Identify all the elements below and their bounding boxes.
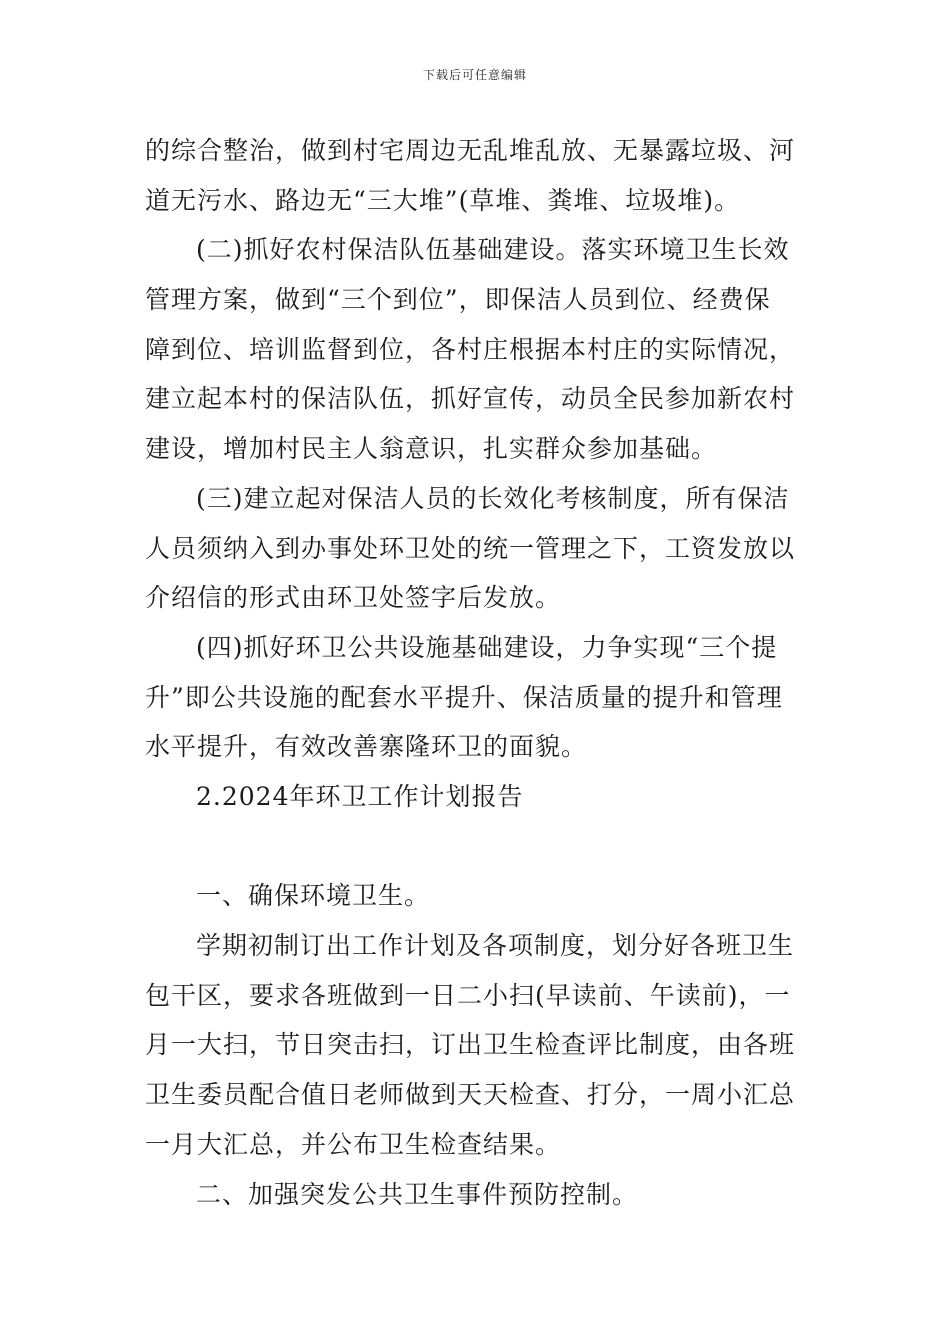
text-line: 管理方案，做到“三个到位”，即保洁人员到位、经费保	[145, 285, 771, 314]
text-line: 建立起本村的保洁队伍，抓好宣传，动员全民参加新农村	[145, 384, 796, 413]
text-line: 一月大汇总，并公布卫生检查结果。	[145, 1130, 562, 1159]
text-line: 障到位、培训监督到位，各村庄根据本村庄的实际情况，	[145, 335, 796, 364]
text-line: (二)抓好农村保洁队伍基础建设。落实环境卫生长效	[196, 235, 790, 264]
section-heading: 2.2024年环卫工作计划报告	[196, 782, 524, 811]
text-line: 学期初制订出工作计划及各项制度，划分好各班卫生	[196, 931, 795, 960]
text-line: 人员须纳入到办事处环卫处的统一管理之下，工资发放以	[145, 534, 796, 563]
text-line: 月一大扫，节日突击扫，订出卫生检查评比制度，由各班	[145, 1030, 796, 1059]
text-line: 的综合整治，做到村宅周边无乱堆乱放、无暴露垃圾、河	[145, 136, 796, 165]
text-line: 升”即公共设施的配套水平提升、保洁质量的提升和管理	[145, 683, 783, 712]
text-line: 卫生委员配合值日老师做到天天检查、打分，一周小汇总	[145, 1080, 796, 1109]
page-header: 下载后可任意编辑	[422, 68, 527, 82]
section-heading: 一、确保环境卫生。	[196, 881, 431, 910]
text-line: 包干区，要求各班做到一日二小扫(早读前、午读前)，一	[145, 981, 791, 1010]
text-line: 水平提升，有效改善寨隆环卫的面貌。	[145, 732, 588, 761]
text-line: 道无污水、路边无“三大堆”(草堆、粪堆、垃圾堆)。	[145, 186, 741, 215]
text-line: (三)建立起对保洁人员的长效化考核制度，所有保洁	[196, 484, 790, 513]
section-heading: 二、加强突发公共卫生事件预防控制。	[196, 1180, 639, 1209]
text-line: (四)抓好环卫公共设施基础建设，力争实现“三个提	[196, 633, 778, 662]
text-line: 建设，增加村民主人翁意识，扎实群众参加基础。	[145, 434, 718, 463]
text-line: 介绍信的形式由环卫处签字后发放。	[145, 583, 562, 612]
